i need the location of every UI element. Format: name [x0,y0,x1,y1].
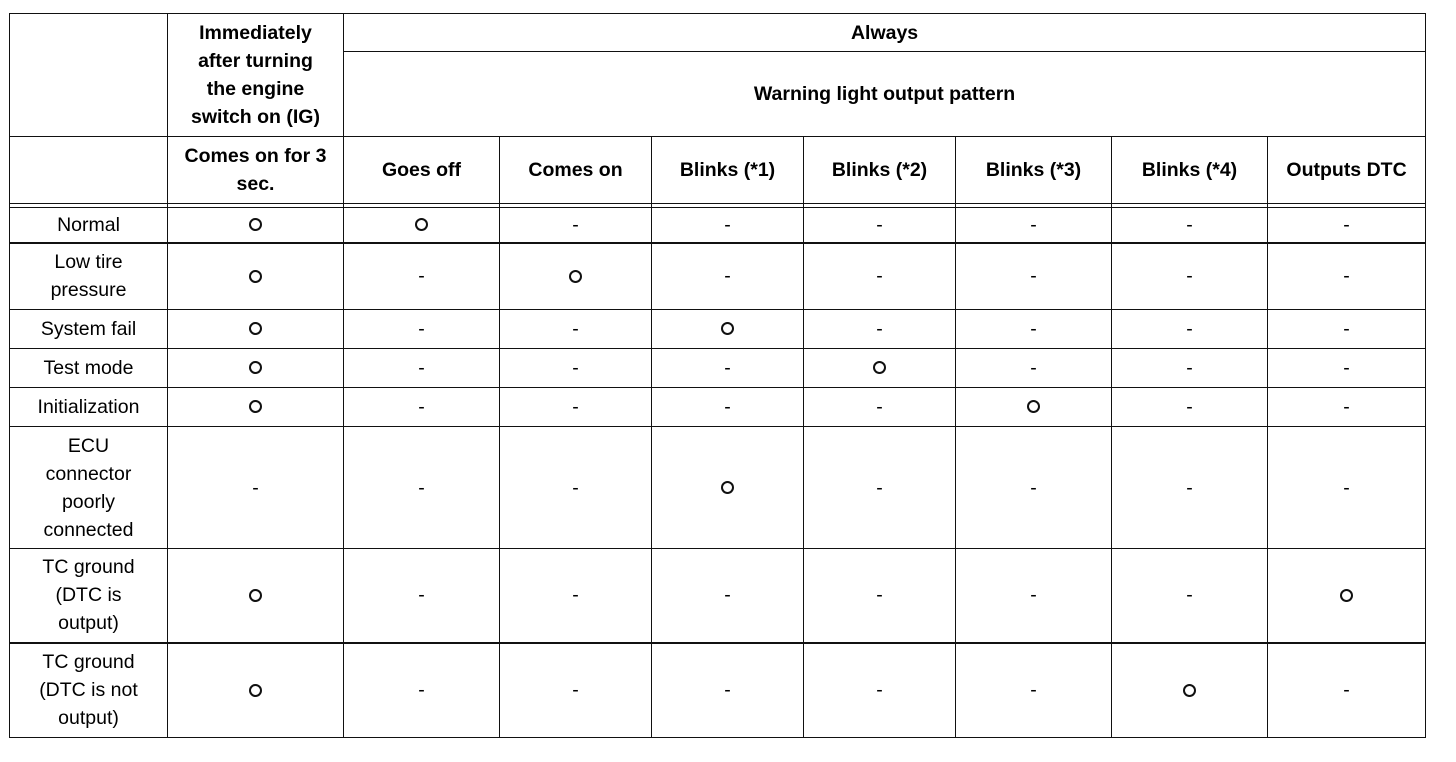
corner-cell [10,14,168,137]
dash-mark: - [1186,213,1193,236]
status-cell [500,310,652,349]
status-cell [956,643,1112,738]
table-row [10,427,1426,549]
column-header: Blinks (*2) [804,137,956,204]
dash-mark: - [1343,265,1350,288]
dash-mark: - [572,213,579,236]
circle-icon [249,589,262,602]
status-cell [956,549,1112,643]
dash-mark: - [572,396,579,418]
status-cell [652,208,804,243]
dash-mark: - [1343,213,1350,236]
dash-mark: - [418,357,425,379]
circle-icon [249,218,262,231]
status-cell [804,427,956,549]
row-label: ECU connector poorly connected [10,427,168,549]
dash-mark: - [876,679,883,702]
status-cell [168,549,344,643]
dash-mark: - [418,679,425,702]
table-row [10,643,1426,738]
status-cell [1268,310,1426,349]
table-row [10,310,1426,349]
dash-mark: - [1030,679,1037,702]
dash-mark: - [724,265,731,288]
status-cell [168,388,344,427]
status-cell [1112,208,1268,243]
status-cell [956,243,1112,310]
row-label: Low tire pressure [10,243,168,310]
dash-mark: - [1186,265,1193,288]
dash-mark: - [1186,396,1193,418]
status-cell [1112,310,1268,349]
status-cell [500,643,652,738]
status-cell [1112,643,1268,738]
dash-mark: - [724,213,731,236]
dash-mark: - [1186,357,1193,379]
circle-icon [1340,589,1353,602]
table-row [10,388,1426,427]
status-cell [1268,208,1426,243]
status-cell [344,243,500,310]
dash-mark: - [1343,476,1350,499]
dash-mark: - [876,396,883,418]
row-label: Normal [10,208,168,243]
status-cell [804,549,956,643]
dash-mark: - [572,679,579,702]
status-cell [344,549,500,643]
dash-mark: - [724,357,731,379]
table-row [10,208,1426,243]
dash-mark: - [1030,213,1037,236]
dash-mark: - [724,584,731,607]
dash-mark: - [1030,476,1037,499]
status-cell [652,243,804,310]
status-cell [652,643,804,738]
dash-mark: - [572,584,579,607]
dash-mark: - [876,476,883,499]
dash-mark: - [1186,584,1193,607]
dash-mark: - [876,213,883,236]
status-cell [344,208,500,243]
status-cell [804,388,956,427]
corner-cell-lower [10,137,168,204]
dash-mark: - [1343,318,1350,340]
status-cell [652,388,804,427]
status-cell [956,208,1112,243]
status-cell [500,243,652,310]
warning-light-table [9,13,1426,738]
circle-icon [569,270,582,283]
status-cell [652,549,804,643]
column-header: Blinks (*4) [1112,137,1268,204]
circle-icon [721,322,734,335]
table-row [10,243,1426,310]
status-cell [956,349,1112,388]
status-cell [1268,427,1426,549]
table-body [10,204,1426,738]
status-cell [344,310,500,349]
status-cell [956,388,1112,427]
table-row [10,349,1426,388]
dash-mark: - [572,476,579,499]
header-pattern: Warning light output pattern [344,52,1426,137]
column-header: Blinks (*1) [652,137,804,204]
row-label: TC ground (DTC is not output) [10,643,168,738]
dash-mark: - [724,679,731,702]
dash-mark: - [1343,679,1350,702]
dash-mark: - [418,476,425,499]
dash-mark: - [1030,584,1037,607]
column-header: Comes on for 3 sec. [168,137,344,204]
dash-mark: - [1030,265,1037,288]
status-cell [1268,349,1426,388]
circle-icon [249,684,262,697]
status-cell [1268,549,1426,643]
status-cell [956,310,1112,349]
column-header: Outputs DTC [1268,137,1426,204]
status-cell [344,349,500,388]
dash-mark: - [724,396,731,418]
status-cell [344,427,500,549]
status-cell [1112,349,1268,388]
status-cell [1112,427,1268,549]
column-header-row [10,137,1426,204]
dash-mark: - [1186,318,1193,340]
circle-icon [873,361,886,374]
row-label: Initialization [10,388,168,427]
status-cell [344,388,500,427]
dash-mark: - [418,584,425,607]
column-header: Comes on [500,137,652,204]
status-cell [1268,643,1426,738]
table-row [10,549,1426,643]
status-cell [1112,243,1268,310]
status-cell [804,349,956,388]
column-header: Blinks (*3) [956,137,1112,204]
circle-icon [249,361,262,374]
status-cell [1112,388,1268,427]
dash-mark: - [418,396,425,418]
status-cell [500,549,652,643]
row-label: TC ground (DTC is output) [10,549,168,643]
status-cell [500,388,652,427]
dash-mark: - [418,318,425,340]
dash-mark: - [1186,476,1193,499]
status-cell [652,310,804,349]
status-cell [344,643,500,738]
row-label: Test mode [10,349,168,388]
status-cell [168,310,344,349]
status-cell [1268,243,1426,310]
status-cell [804,643,956,738]
status-cell [652,349,804,388]
circle-icon [249,400,262,413]
circle-icon [1027,400,1040,413]
status-cell [804,208,956,243]
dash-mark: - [1030,357,1037,379]
circle-icon [249,270,262,283]
dash-mark: - [876,318,883,340]
circle-icon [415,218,428,231]
dash-mark: - [1343,396,1350,418]
status-cell [500,208,652,243]
dash-mark: - [1030,318,1037,340]
status-cell [168,349,344,388]
dash-mark: - [876,584,883,607]
status-cell [168,208,344,243]
status-cell [168,243,344,310]
status-cell [168,643,344,738]
status-cell [956,427,1112,549]
circle-icon [249,322,262,335]
header-always: Always [344,14,1426,52]
status-cell [1112,549,1268,643]
dash-mark: - [572,318,579,340]
header-immediately: Immediately after turning the engine switch on (IG) [168,14,344,137]
dash-mark: - [1343,357,1350,379]
status-cell [168,427,344,549]
dash-mark: - [572,357,579,379]
status-cell [804,310,956,349]
dash-mark: - [418,265,425,288]
status-cell [500,427,652,549]
status-cell [500,349,652,388]
circle-icon [721,481,734,494]
row-label: System fail [10,310,168,349]
status-cell [1268,388,1426,427]
status-cell [804,243,956,310]
status-cell [652,427,804,549]
dash-mark: - [252,476,259,499]
dash-mark: - [876,265,883,288]
circle-icon [1183,684,1196,697]
column-header: Goes off [344,137,500,204]
